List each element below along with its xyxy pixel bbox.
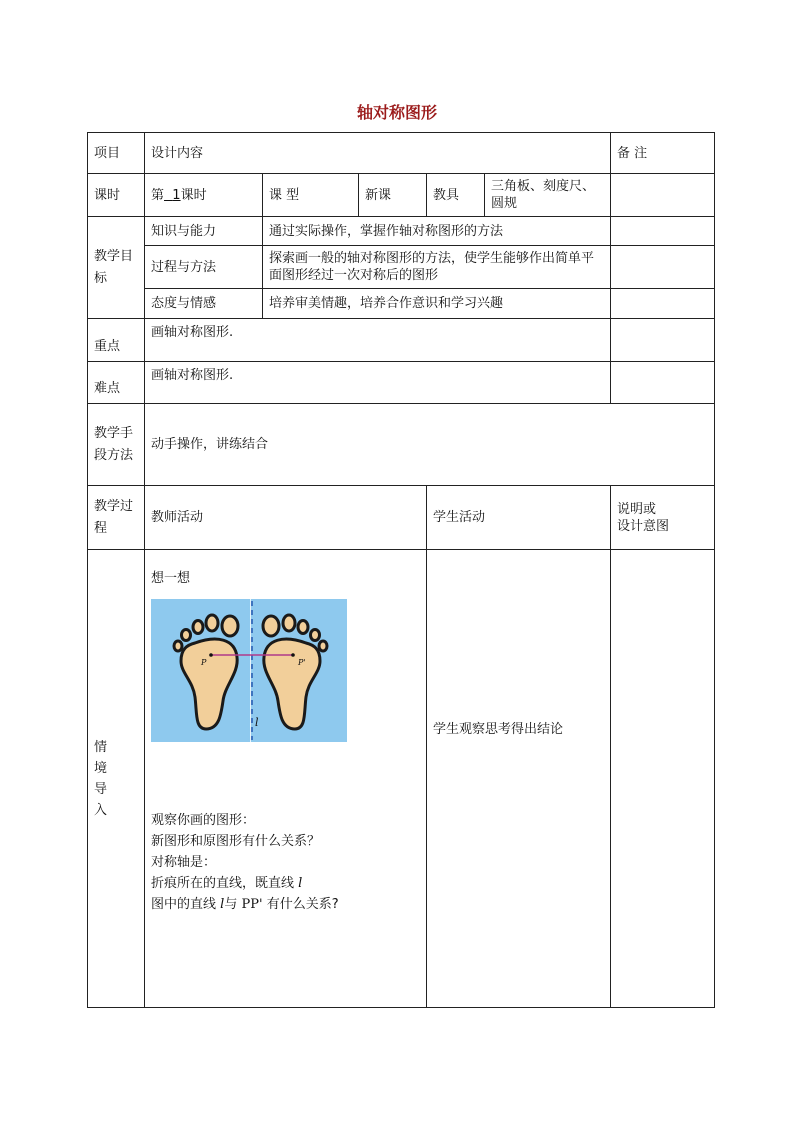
- key-point-value: 画轴对称图形.: [145, 319, 611, 362]
- point-p: [209, 653, 213, 657]
- lesson-type-label: 课 型: [263, 174, 359, 217]
- fold-crease: [250, 599, 251, 742]
- note-line-axis: 折痕所在的直线，既直线 l: [151, 876, 303, 891]
- scene-label-char: 入: [94, 802, 108, 818]
- process-header-row: [88, 486, 715, 550]
- goal-name: 态度与情感: [145, 289, 263, 319]
- tools-value: 三角板、刻度尺、圆规: [485, 174, 611, 217]
- note-line-question: 图中的直线 l与 PP' 有什么关系?: [151, 897, 339, 912]
- goals-label: 教学目标: [88, 217, 145, 319]
- method-label: 教学手段方法: [88, 404, 145, 486]
- goal-value: 培养审美情趣，培养合作意识和学习兴趣: [263, 289, 611, 319]
- lesson-plan-table: [87, 132, 715, 1008]
- lesson-time-row: [88, 174, 715, 217]
- scene-label-char: 导: [94, 781, 108, 797]
- key-point-label: 重点: [88, 319, 145, 362]
- goal-row-process: [88, 246, 715, 289]
- process-label: 教学过程: [88, 486, 145, 550]
- header-row: [88, 133, 715, 174]
- goal-row-knowledge: [88, 217, 715, 246]
- observation-notes: [151, 810, 420, 915]
- method-value: 动手操作，讲练结合: [145, 404, 715, 486]
- goal-note: [611, 289, 715, 319]
- note-header: 说明或 设计意图: [611, 486, 715, 550]
- goal-value: 通过实际操作，掌握作轴对称图形的方法: [263, 217, 611, 246]
- scene-label: [88, 550, 145, 1008]
- goal-name: 知识与能力: [145, 217, 263, 246]
- note-line: 观察你画的图形：: [151, 813, 256, 828]
- label-p-prime: P': [298, 658, 306, 667]
- goal-note: [611, 246, 715, 289]
- page-title: 轴对称图形: [356, 103, 437, 122]
- teacher-activity-header: 教师活动: [145, 486, 427, 550]
- key-point-note: [611, 319, 715, 362]
- label-p: P: [201, 658, 207, 667]
- scene-label-char: 境: [94, 760, 108, 776]
- key-point-row: [88, 319, 715, 362]
- difficult-point-label: 难点: [88, 362, 145, 404]
- scene-row: [88, 550, 715, 1008]
- student-activity-header: 学生活动: [427, 486, 611, 550]
- point-p-prime: [291, 653, 295, 657]
- header-design: 设计内容: [145, 133, 611, 174]
- student-activity-content: 学生观察思考得出结论: [427, 550, 611, 1008]
- scene-label-char: 情: [94, 739, 108, 755]
- difficult-point-note: [611, 362, 715, 404]
- teacher-activity-content: [145, 550, 427, 1008]
- scene-note: [611, 550, 715, 1008]
- tools-label: 教具: [427, 174, 485, 217]
- symmetric-feet-figure: [151, 599, 347, 742]
- tools-note: [611, 174, 715, 217]
- lesson-count: 第 1课时: [145, 174, 263, 217]
- difficult-point-row: [88, 362, 715, 404]
- lesson-type-value: 新课: [359, 174, 427, 217]
- note-line: 新图形和原图形有什么关系？: [151, 834, 321, 849]
- method-row: [88, 404, 715, 486]
- goal-row-attitude: [88, 289, 715, 319]
- think-heading: 想一想: [151, 571, 191, 586]
- label-axis-l: l: [255, 716, 259, 729]
- header-note: 备 注: [611, 133, 715, 174]
- goal-name: 过程与方法: [145, 246, 263, 289]
- goal-value: 探索画一般的轴对称图形的方法，使学生能够作出简单平面图形经过一次对称后的图形: [263, 246, 611, 289]
- lesson-time-label: 课时: [88, 174, 145, 217]
- goal-note: [611, 217, 715, 246]
- difficult-point-value: 画轴对称图形.: [145, 362, 611, 404]
- note-line: 对称轴是：: [151, 855, 217, 870]
- header-item: 项目: [88, 133, 145, 174]
